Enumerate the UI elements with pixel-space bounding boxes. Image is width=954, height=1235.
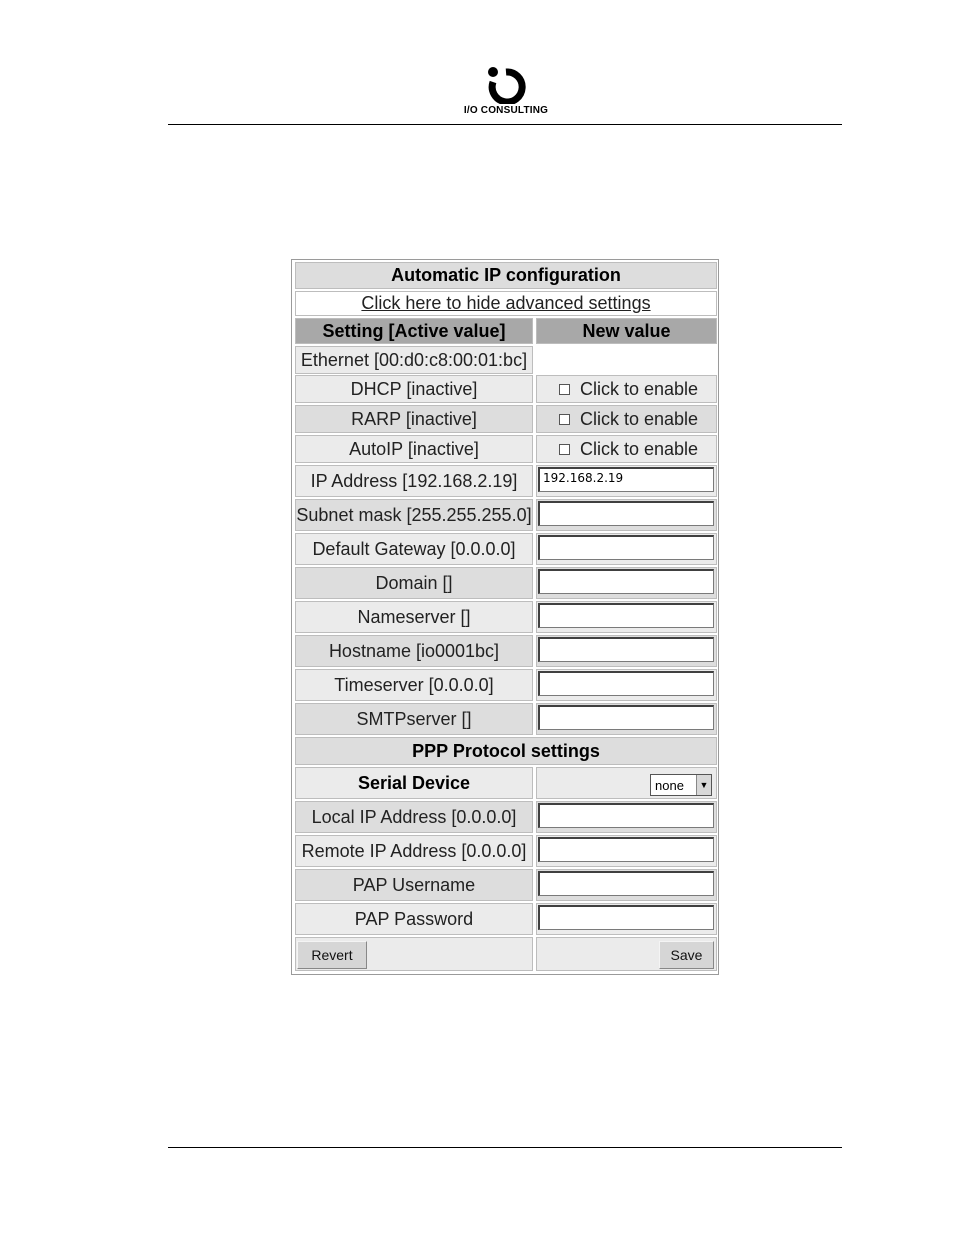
- pap-username-input[interactable]: [538, 871, 714, 896]
- dhcp-enable-label: Click to enable: [580, 378, 699, 399]
- remote-ip-label: Remote IP Address [0.0.0.0]: [295, 835, 533, 867]
- autoip-label: AutoIP [inactive]: [295, 435, 533, 463]
- panel-title: Automatic IP configuration: [295, 262, 717, 289]
- dropdown-arrow-icon[interactable]: ▼: [696, 775, 711, 795]
- pap-password-label: PAP Password: [295, 903, 533, 935]
- hostname-label: Hostname [io0001bc]: [295, 635, 533, 667]
- ppp-section-title: PPP Protocol settings: [295, 737, 717, 765]
- pap-username-label: PAP Username: [295, 869, 533, 901]
- ip-address-input[interactable]: 192.168.2.19: [538, 467, 714, 492]
- serial-device-label: Serial Device: [295, 767, 533, 799]
- header-rule: [168, 124, 842, 125]
- rarp-enable-checkbox[interactable]: [536, 405, 717, 433]
- ip-config-panel: [291, 259, 719, 975]
- autoip-enable-checkbox[interactable]: [536, 435, 717, 463]
- company-logo: [458, 64, 554, 116]
- io-logo-icon: [484, 64, 528, 104]
- smtpserver-label: SMTPserver []: [295, 703, 533, 735]
- timeserver-label: Timeserver [0.0.0.0]: [295, 669, 533, 701]
- ethernet-label: Ethernet [00:d0:c8:00:01:bc]: [295, 346, 533, 374]
- nameserver-label: Nameserver []: [295, 601, 533, 633]
- default-gateway-label: Default Gateway [0.0.0.0]: [295, 533, 533, 565]
- footer-rule: [168, 1147, 842, 1148]
- checkbox-icon[interactable]: [559, 414, 570, 425]
- local-ip-input[interactable]: [538, 803, 714, 828]
- domain-label: Domain []: [295, 567, 533, 599]
- subnet-mask-input[interactable]: [538, 501, 714, 526]
- checkbox-icon[interactable]: [559, 444, 570, 455]
- subnet-mask-label: Subnet mask [255.255.255.0]: [295, 499, 533, 531]
- rarp-enable-label: Click to enable: [580, 408, 699, 429]
- serial-device-select[interactable]: [650, 774, 712, 796]
- domain-input[interactable]: [538, 569, 714, 594]
- default-gateway-input[interactable]: [538, 535, 714, 560]
- nameserver-input[interactable]: [538, 603, 714, 628]
- dhcp-enable-checkbox[interactable]: [536, 375, 717, 403]
- revert-button[interactable]: Revert: [297, 941, 367, 969]
- logo-text: I/O CONSULTING: [463, 105, 549, 116]
- checkbox-icon[interactable]: [559, 384, 570, 395]
- pap-password-input[interactable]: [538, 905, 714, 930]
- remote-ip-input[interactable]: [538, 837, 714, 862]
- hide-advanced-link[interactable]: Click here to hide advanced settings: [295, 291, 717, 316]
- smtpserver-input[interactable]: [538, 705, 714, 730]
- autoip-enable-label: Click to enable: [580, 438, 699, 459]
- save-button[interactable]: Save: [659, 941, 714, 969]
- ip-address-label: IP Address [192.168.2.19]: [295, 465, 533, 497]
- timeserver-input[interactable]: [538, 671, 714, 696]
- hostname-input[interactable]: [538, 637, 714, 662]
- local-ip-label: Local IP Address [0.0.0.0]: [295, 801, 533, 833]
- dhcp-label: DHCP [inactive]: [295, 375, 533, 403]
- column-header-new-value: New value: [536, 318, 717, 344]
- column-header-setting: Setting [Active value]: [295, 318, 533, 344]
- serial-device-value: none: [655, 777, 684, 793]
- rarp-label: RARP [inactive]: [295, 405, 533, 433]
